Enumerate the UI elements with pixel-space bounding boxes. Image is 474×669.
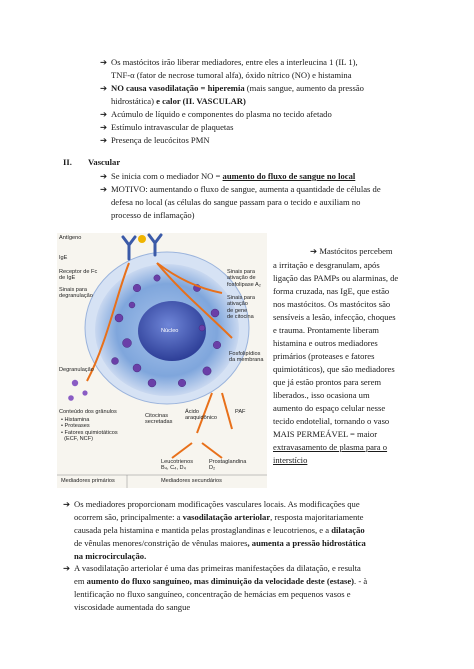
label-sinais-gene: Sinais para ativação de gene de citocina — [227, 295, 255, 321]
right-line-16: interstício — [273, 455, 308, 465]
label-sinais-degranulacao: Sinais para degranulação — [59, 287, 93, 300]
arrow-icon: ➔ — [100, 109, 108, 119]
arrow-icon: ➔ — [100, 57, 108, 67]
arrow-icon: ➔ — [100, 135, 108, 145]
right-line-13: tecido endotelial, tornando o vaso — [273, 416, 390, 426]
arrow-icon: ➔ — [63, 563, 71, 573]
label-prostaglandina: Prostaglandina D₂ — [209, 459, 247, 472]
released-granules — [68, 380, 87, 401]
right-line-6: e trauma. Prontamente liberam — [273, 325, 379, 335]
bullet-mediators-line2: TNF-α (fator de necrose tumoral alfa), óxido nítrico (NO) e histamina — [111, 70, 352, 80]
right-line-10: que já estão prontos para serem — [273, 377, 382, 387]
label-paf: PAF — [235, 409, 246, 415]
right-line-15: extravasamento de plasma para o — [273, 442, 388, 452]
right-line-11: liberados., isso ocasiona um — [273, 390, 370, 400]
right-line-9: quimiotáticos), que são mediadores — [273, 364, 395, 374]
right-line-5: sensíveis a lesão, infecção, choques — [273, 312, 396, 322]
bottom-bullet-0-line-2: causada pela histamina e mantida pelas prostaglandinas e leucotrienos, e a dilatação — [74, 525, 365, 535]
label-mediadores-secundarios: Mediadores secundários — [161, 478, 222, 484]
arrow-icon: ➔ — [100, 83, 108, 93]
bottom-bullet-0-line-3: de vênulas menores/constrição de vênulas maiores, aumenta a pressão hidrostática — [74, 538, 366, 548]
bullet-pmn: ➔ Presença de leucócitos PMN — [100, 135, 210, 145]
right-line-14: MAIS PERMEÁVEL = maior — [273, 429, 378, 439]
right-line-1: a irritação e desgranulam, após — [273, 260, 380, 270]
label-citocinas: Citocinas secretadas — [145, 413, 173, 426]
label-nucleo: Núcleo — [161, 328, 179, 334]
label-conteudo-items: • Histamina • Proteases • Fatores quimiotáticos (ECF, NCF) — [61, 417, 118, 443]
bullet-motivo-line3: processo de inflamação) — [111, 210, 195, 220]
right-line-8: primários (proteases e fatores — [273, 351, 375, 361]
arrow-icon: ➔ — [63, 499, 71, 509]
label-antigeno: Antígeno — [59, 235, 82, 241]
label-conteudo: Conteúdo dos grânulos — [59, 409, 117, 415]
label-degranulacao: Degranulação — [59, 367, 94, 373]
bullet-no-line1: ➔ NO causa vasodilatação = hiperemia (mais sangue, aumento da pressão — [100, 83, 364, 93]
section-title: Vascular — [88, 157, 121, 167]
bullet-accumulo: ➔ Acúmulo de líquido e componentes do plasma no tecido afetado — [100, 109, 332, 119]
bottom-bullet-0-line-0: ➔ Os mediadores proporcionam modificações vasculares locais. As modificações que — [63, 499, 360, 509]
bullet-no-line2: hidrostática) e calor (II. VASCULAR) — [111, 96, 246, 106]
right-line-7: histamina e outros mediadores — [273, 338, 378, 348]
arrow-icon: ➔ — [100, 171, 108, 181]
right-line-4: nos mastócitos. Os mastócitos são — [273, 299, 391, 309]
right-line-0: ➔ Mastócitos percebem — [310, 246, 393, 256]
section-number: II. — [63, 157, 72, 167]
bullet-motivo-line2: defesa no local (as células do sangue passam para o tecido e auxiliam no — [111, 197, 361, 207]
bottom-bullet-1-line-3: viscosidade aumentada do sangue — [74, 602, 191, 612]
bullet-mediators-line1: ➔ Os mastócitos irão liberar mediadores, entre eles a interleucina 1 (IL 1), — [100, 57, 358, 67]
bottom-bullet-1-line-0: ➔ A vasodilatação arteriolar é uma das primeiras manifestações da dilatação, e resulta — [63, 563, 361, 573]
bottom-bullet-0-line-4: na microcirculação. — [74, 551, 147, 561]
bullet-plaquetas: ➔ Estímulo intravascular de plaquetas — [100, 122, 234, 132]
label-sinais-fosfolipase: Sinais para ativação de fosfolipase A₂ — [227, 269, 261, 288]
arrow-icon: ➔ — [100, 184, 108, 194]
label-mediadores-primarios: Mediadores primários — [61, 478, 115, 484]
label-fosfolipidios: Fosfolipídios da membrana — [229, 351, 264, 364]
label-ige: IgE — [59, 255, 68, 261]
bottom-bullet-0-line-1: ocorrem são, principalmente: a vasodilatação arteriolar, resposta majoritariamente — [74, 512, 364, 522]
right-line-2: ligação das PAMPs ou alarminas, de — [273, 273, 399, 283]
arrow-icon: ➔ — [100, 122, 108, 132]
label-receptor: Receptor de Fc de IgE — [59, 269, 98, 282]
bullet-motivo-line1: ➔ MOTIVO: aumentando o fluxo de sangue, aumenta a quantidade de células de — [100, 184, 381, 194]
antigen-icon — [138, 235, 146, 243]
label-leucotrienos: Leucotrienos B₄, C₄, D₄ — [161, 459, 194, 472]
right-line-12: aumento do espaço celular nesse — [273, 403, 386, 413]
label-acido: Ácido araquidônico — [185, 409, 218, 422]
mast-cell-figure — [57, 233, 267, 488]
bullet-inicio: ➔ Se inicia com o mediador NO = aumento do fluxo de sangue no local — [100, 171, 356, 181]
right-line-3: forma cruzada, nas IgE, que estão — [273, 286, 390, 296]
bottom-bullet-1-line-1: em aumento do fluxo sanguíneo, mas diminuição da velocidade deste (estase). - à — [74, 576, 368, 586]
bottom-bullet-1-line-2: lentificação no fluxo sanguíneo, concentração de hemácias em pequenos vasos e — [74, 589, 351, 599]
